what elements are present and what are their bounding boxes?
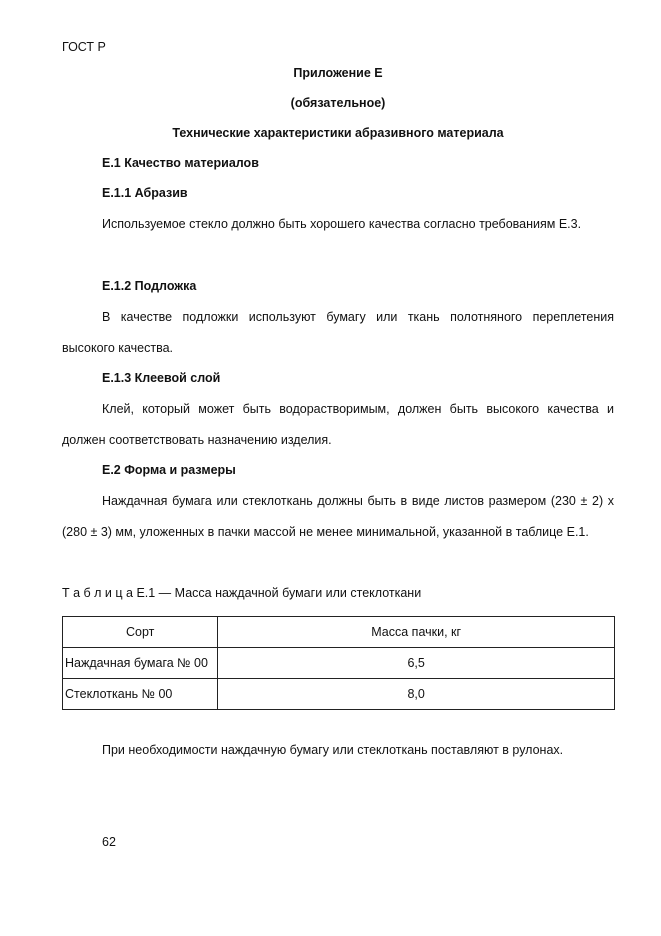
table-cell: Наждачная бумага № 00 <box>63 648 218 679</box>
closing-text: При необходимости наждачную бумагу или стеклоткань поставляют в рулонах. <box>102 743 564 757</box>
section-e13-heading: Е.1.3 Клеевой слой <box>102 371 221 385</box>
section-e12-heading: Е.1.2 Подложка <box>102 279 197 293</box>
section-e12-text: В качестве подложки используют бумагу или ткань полотняного переплетения высокого качества. <box>62 310 614 355</box>
table-row <box>63 648 615 679</box>
table-row <box>63 679 615 710</box>
mass-table <box>62 616 615 710</box>
appendix-title: Приложение Е <box>293 66 383 80</box>
table-cell: 6,5 <box>218 648 615 679</box>
section-e13-text: Клей, который может быть водорастворимым, должен быть высокого качества и должен соответствовать назначению изделия. <box>62 402 614 447</box>
page-number: 62 <box>102 835 116 849</box>
appendix-subject: Технические характеристики абразивного материала <box>172 126 504 140</box>
section-e11-heading: Е.1.1 Абразив <box>102 186 188 200</box>
section-e1-heading: Е.1 Качество материалов <box>102 156 259 170</box>
section-e2-text: Наждачная бумага или стеклоткань должны быть в виде листов размером (230 ± 2) х (280 ± 3) мм, уложенных в пачки массой не менее минимальной, указанной в таблице Е.1. <box>62 494 614 539</box>
section-e11-text: Используемое стекло должно быть хорошего качества согласно требованиям Е.3. <box>102 217 582 231</box>
appendix-status: (обязательное) <box>290 96 386 110</box>
table-cell: Стеклоткань № 00 <box>63 679 218 710</box>
table-caption: Т а б л и ц а Е.1 — Масса наждачной бумаги или стеклоткани <box>62 586 422 600</box>
document-header: ГОСТ Р <box>62 40 106 54</box>
table-cell: 8,0 <box>218 679 615 710</box>
table-header-cell: Масса пачки, кг <box>218 617 615 648</box>
table-header-cell: Сорт <box>63 617 218 648</box>
table-header-row <box>63 617 615 648</box>
section-e2-heading: Е.2 Форма и размеры <box>102 463 236 477</box>
